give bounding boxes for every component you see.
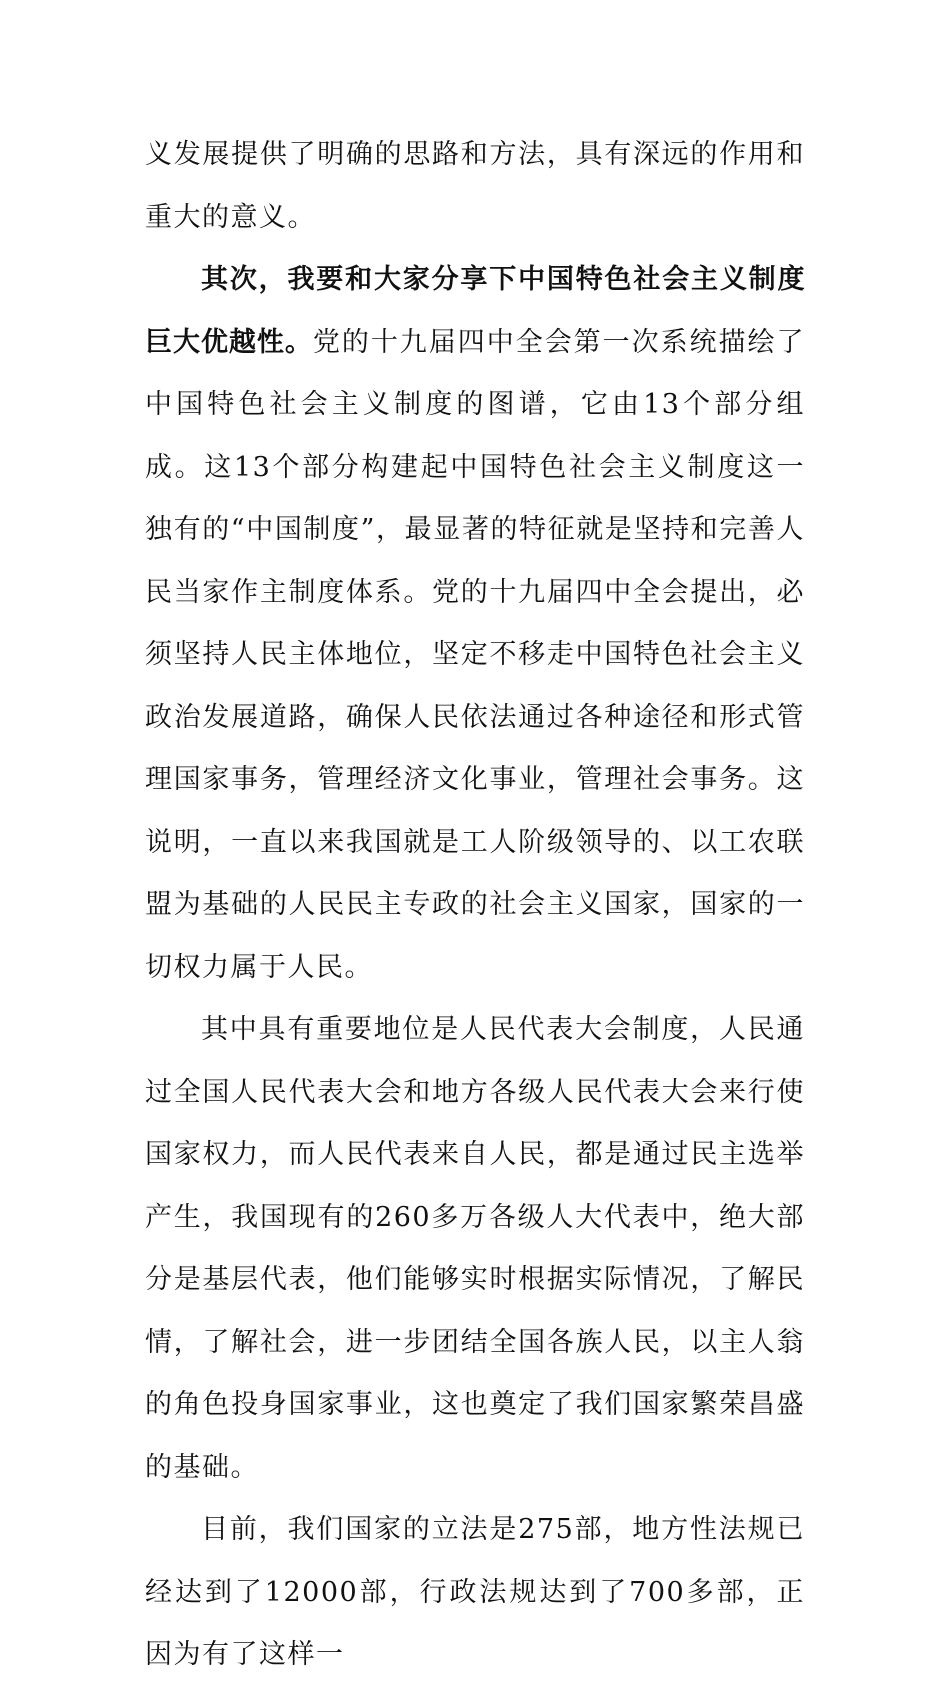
paragraph-bold-lead: 其次，我要和大家分享下中国特色社会主义制度巨大优越性。 — [145, 264, 805, 358]
document-page — [145, 124, 805, 1687]
paragraph-legislation: 目前，我们国家的立法是275部，地方性法规已经达到了12000部，行政法规达到了700多部，正因为有了这样一 — [145, 1514, 805, 1670]
paragraph-superiority — [145, 249, 805, 999]
paragraph-continuation: 义发展提供了明确的思路和方法，具有深远的作用和重大的意义。 — [145, 139, 805, 233]
paragraph-peoples-congress: 其中具有重要地位是人民代表大会制度，人民通过全国人民代表大会和地方各级人民代表大会来行使国家权力，而人民代表来自人民，都是通过民主选举产生，我国现有的260多万各级人大代表中，绝大部分是基层代表，他们能够实时根据实际情况，了解民情，了解社会，进一步团结全国各族人民，以主人翁的角色投身国家事业，这也奠定了我们国家繁荣昌盛的基础。 — [145, 1014, 805, 1483]
paragraph-superiority-body: 党的十九届四中全会第一次系统描绘了中国特色社会主义制度的图谱，它由13个部分组成。这13个部分构建起中国特色社会主义制度这一独有的“中国制度”，最显著的特征就是坚持和完善人民当家作主制度体系。党的十九届四中全会提出，必须坚持人民主体地位，坚定不移走中国特色社会主义政治发展道路，确保人民依法通过各种途径和形式管理国家事务，管理经济文化事业，管理社会事务。这说明，一直以来我国就是工人阶级领导的、以工农联盟为基础的人民民主专政的社会主义国家，国家的一切权力属于人民。 — [145, 326, 806, 983]
